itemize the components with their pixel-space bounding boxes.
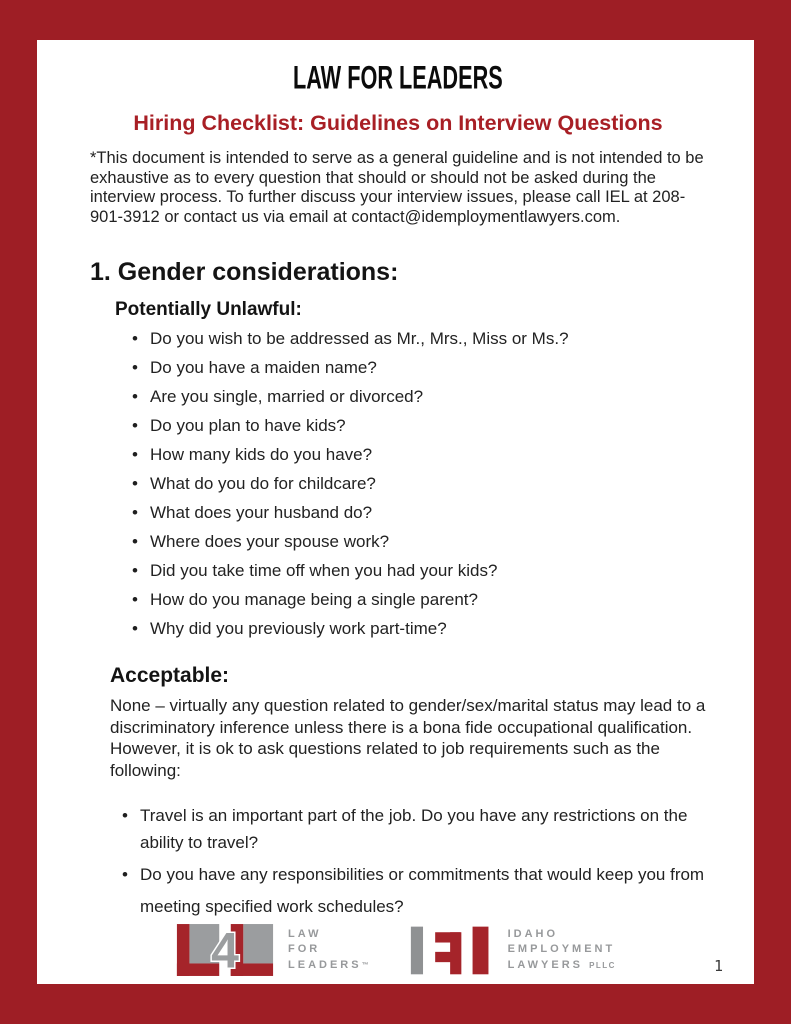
list-item: • Are you single, married or divorced? [150,387,706,407]
unlawful-question-list [90,329,706,639]
acceptable-question-list [90,802,706,923]
iel-logo-icon [409,921,495,979]
footer-logos [37,921,754,979]
l4l-leaders-word: LEADERS [288,958,362,971]
l4l-text-line [288,958,369,974]
list-item: • What do you do for childcare? [150,474,706,494]
pllc-suffix: PLLC [589,960,616,970]
idaho-employment-lawyers-logo-group [409,921,616,979]
page-number: 1 [713,957,723,975]
list-item: • How many kids do you have? [150,445,706,465]
iel-text-line: EMPLOYMENT [507,943,616,956]
document-page [37,40,754,984]
list-item: • Where does your spouse work? [150,532,706,552]
iel-logo-text [508,927,616,974]
document-title: Hiring Checklist: Guidelines on Interview Questions [133,111,663,135]
trademark-symbol: ™ [361,961,369,969]
law-for-leaders-logo-group [175,921,369,979]
disclaimer-paragraph: *This document is intended to serve as a general guideline and is not intended to be exhaustive as to every question that should or should not be asked during the interview process. To further discuss your interview issues, please call IEL at 208-901-3912 or contact us via email at contact@idemploymentlawyers.com. [90,149,704,226]
l4l-logo-4-glyph: 4 [211,922,239,979]
list-item: • Do you wish to be addressed as Mr., Mrs., Miss or Ms.? [150,329,706,349]
l4l-text-line: LAW [288,927,322,940]
list-item: • Did you take time off when you had your kids? [150,561,706,581]
brand-title: LAW FOR LEADERS [293,58,503,97]
subheading-acceptable: Acceptable: [110,664,230,687]
l4l-text-line: FOR [288,943,321,956]
list-item: • What does your husband do? [150,503,706,523]
l4l-logo-icon [175,921,275,979]
list-item: • How do you manage being a single parent? [150,590,706,610]
list-item: • Do you have a maiden name? [150,358,706,378]
list-item: • Travel is an important part of the job. Do you have any restrictions on the ability to travel? [140,802,706,856]
section-heading-gender: 1. Gender considerations: [90,258,399,286]
iel-lawyers-word: LAWYERS [507,958,583,971]
subheading-potentially-unlawful: Potentially Unlawful: [115,299,302,320]
list-item: • Do you have any responsibilities or commitments that would keep you from meeting specified work schedules? [140,859,706,923]
l4l-logo-text [288,927,369,974]
brand-header [90,60,706,96]
acceptable-intro-paragraph: None – virtually any question related to gender/sex/marital status may lead to a discriminatory inference unless there is a bona fide occupational qualification. However, it is ok to ask questions related to job requirements such as the following: [110,696,706,780]
list-item: • Why did you previously work part-time? [150,619,706,639]
iel-text-line: IDAHO [507,927,559,940]
list-item: • Do you plan to have kids? [150,416,706,436]
iel-text-line [508,958,616,974]
